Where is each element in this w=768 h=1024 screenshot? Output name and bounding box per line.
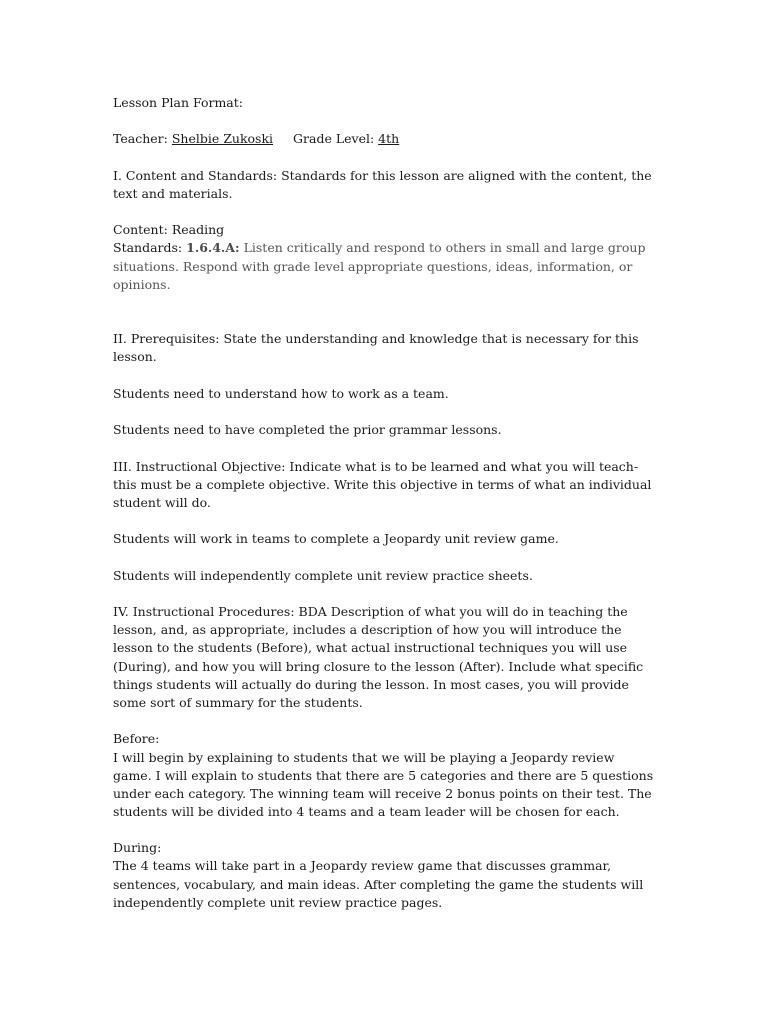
before-text-line: students will be divided into 4 teams and a team leader will be chosen for each. [113, 804, 620, 819]
section3-heading-line: III. Instructional Objective: Indicate what is to be learned and what you will teach- [113, 459, 639, 474]
standards-label: Standards: [113, 240, 183, 255]
teacher-label: Teacher: [113, 131, 168, 146]
teacher-name: Shelbie Zukoski [171, 131, 274, 146]
before-text-line: I will begin by explaining to students that we will be playing a Jeopardy review [113, 750, 615, 765]
during-label: During: [113, 840, 162, 855]
grade-label: Grade Level: [293, 131, 375, 146]
section1-heading-line: I. Content and Standards: Standards for this lesson are aligned with the content, the [113, 168, 652, 183]
objective-item: Students will work in teams to complete a Jeopardy unit review game. [113, 531, 559, 546]
content-line: Content: Reading [113, 222, 225, 237]
prerequisite-item: Students need to have completed the prior grammar lessons. [113, 422, 502, 437]
during-text-line: The 4 teams will take part in a Jeopardy review game that discusses grammar, [113, 858, 612, 873]
standards-text: Listen critically and respond to others in small and large group [243, 240, 646, 255]
objective-item: Students will independently complete unit review practice sheets. [113, 568, 533, 583]
grade-value: 4th [378, 131, 400, 146]
section4-heading-line: some sort of summary for the students. [113, 695, 363, 710]
document-title: Lesson Plan Format: [113, 95, 243, 110]
standards-text-line: opinions. [113, 277, 171, 292]
teacher-line [113, 130, 399, 148]
section4-heading-line: things students will actually do during the lesson. In most cases, you will provide [113, 677, 629, 692]
section4-heading-line: (During), and how you will bring closure to the lesson (After). Include what specific [113, 659, 644, 674]
section4-heading-line: lesson to the students (Before), what actual instructional techniques you will use [113, 640, 628, 655]
section2-heading-line: lesson. [113, 349, 157, 364]
section2-heading-line: II. Prerequisites: State the understanding and knowledge that is necessary for this [113, 331, 639, 346]
section4-heading-line: lesson, and, as appropriate, includes a description of how you will introduce the [113, 622, 622, 637]
standards-line [113, 239, 645, 257]
before-text-line: game. I will explain to students that there are 5 categories and there are 5 questions [113, 768, 654, 783]
section3-heading-line: student will do. [113, 495, 211, 510]
section4-heading-line: IV. Instructional Procedures: BDA Description of what you will do in teaching the [113, 604, 628, 619]
standards-code: 1.6.4.A: [186, 240, 240, 255]
before-label: Before: [113, 731, 160, 746]
section1-heading-line: text and materials. [113, 186, 233, 201]
prerequisite-item: Students need to understand how to work as a team. [113, 386, 449, 401]
before-text-line: under each category. The winning team will receive 2 bonus points on their test. The [113, 786, 652, 801]
standards-text-line: situations. Respond with grade level appropriate questions, ideas, information, or [113, 259, 633, 274]
section3-heading-line: this must be a complete objective. Write this objective in terms of what an individual [113, 477, 652, 492]
during-text-line: sentences, vocabulary, and main ideas. After completing the game the students will [113, 877, 644, 892]
during-text-line: independently complete unit review practice pages. [113, 895, 443, 910]
